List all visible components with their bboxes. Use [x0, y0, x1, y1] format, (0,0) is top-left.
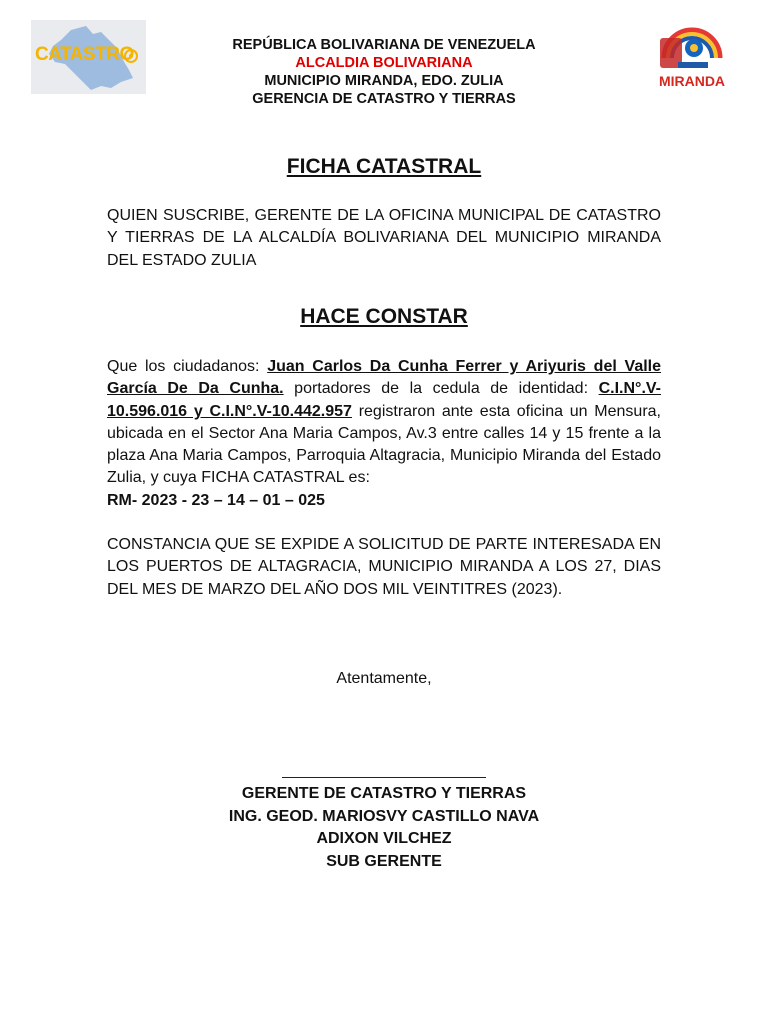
constancia-paragraph: CONSTANCIA QUE SE EXPIDE A SOLICITUD DE PARTE INTERESADA EN LOS PUERTOS DE ALTAGRACIA, MUNICIPIO MIRANDA A LOS 27, DIAS DEL MES DE MARZO DEL AÑO DOS MIL VEINTITRES (2023).	[107, 536, 661, 598]
signature-name: ING. GEOD. MARIOSVY CASTILLO NAVA	[228, 807, 540, 825]
citizen-names: Juan Carlos Da Cunha Ferrer y Ariyuris del Valle García De Da Cunha.	[107, 358, 662, 398]
body-paragraph	[107, 356, 661, 512]
header-municipio: MUNICIPIO MIRANDA, EDO. ZULIA	[264, 73, 504, 89]
miranda-logo	[654, 18, 730, 90]
body-intro-text: Que los ciudadanos:	[107, 358, 268, 375]
header-gerencia: GERENCIA DE CATASTRO Y TIERRAS	[252, 91, 516, 107]
citizen-ids: C.I.N°.V-10.596.016 y C.I.N°.V-10.442.957	[107, 380, 661, 420]
intro-paragraph: QUIEN SUSCRIBE, GERENTE DE LA OFICINA MUNICIPAL DE CATASTRO Y TIERRAS DE LA ALCALDÍA BOLIVARIANA DEL MUNICIPIO MIRANDA DEL ESTADO ZULIA	[107, 207, 661, 269]
catastro-logo-text: CATASTRO	[35, 44, 134, 65]
document-header	[160, 36, 608, 108]
signature-title: GERENTE DE CATASTRO Y TIERRAS	[241, 785, 527, 802]
signature-subname: ADIXON VILCHEZ	[316, 830, 452, 847]
signature-subtitle: SUB GERENTE	[326, 852, 442, 870]
body-location-text: registraron ante esta oficina un Mensura, ubicada en el Sector Ana Maria Campos, Av.3 entre calles 14 y 15 frente a la plaza Ana Maria Campos, Parroquia Altagracia, Municipio Miranda del Estado Zulia, y cuya FICHA CATASTRAL es:	[107, 402, 661, 487]
header-republica: REPÚBLICA BOLIVARIANA DE VENEZUELA	[232, 37, 536, 53]
hace-constar-heading: HACE CONSTAR	[300, 305, 468, 328]
miranda-logo-text: MIRANDA	[658, 73, 726, 89]
signature-line	[282, 777, 486, 778]
ficha-code: RM- 2023 - 23 – 14 – 01 – 025	[107, 491, 325, 509]
closing-text: Atentamente,	[336, 670, 432, 687]
catastro-logo	[31, 20, 146, 94]
signature-block	[0, 783, 768, 873]
header-alcaldia: ALCALDIA BOLIVARIANA	[295, 55, 473, 71]
miranda-emblem-icon	[654, 18, 730, 76]
document-title: FICHA CATASTRAL	[286, 155, 482, 178]
body-id-text: portadores de la cedula de identidad:	[283, 380, 599, 398]
